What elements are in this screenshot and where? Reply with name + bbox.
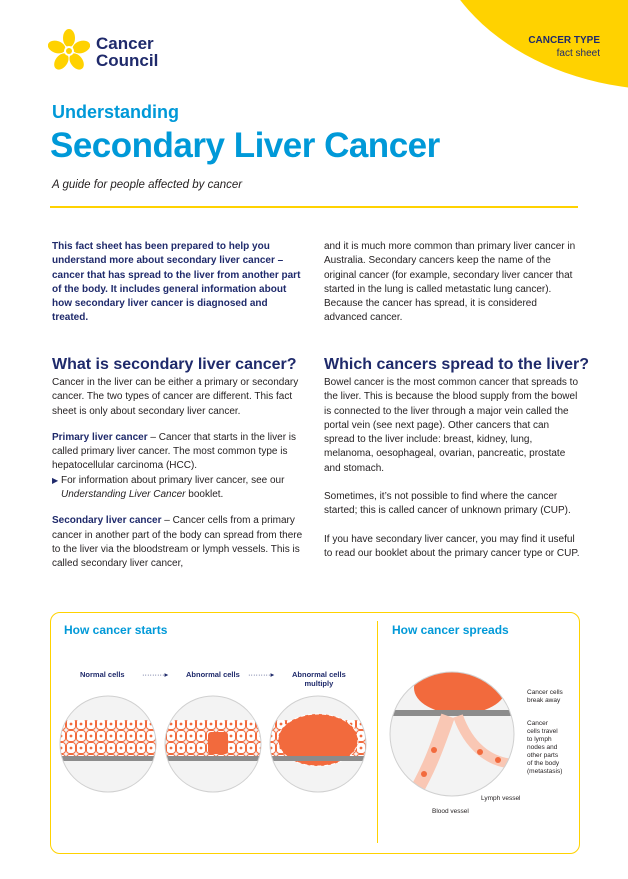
travel-line-6: of the body: [527, 760, 560, 767]
how-cancer-starts-label: How cancer starts: [64, 623, 168, 637]
badge-subtitle: fact sheet: [556, 48, 600, 59]
lymph-vessel-label: Lymph vessel: [481, 795, 521, 802]
section2-paragraph-3: If you have secondary liver cancer, you may find it useful to read our booklet about the primary cancer type or CUP.: [324, 533, 580, 559]
logo-text: [96, 35, 158, 69]
section2-paragraph-2: Sometimes, it’s not possible to find where the cancer started; this is called cancer of unknown primary (CUP).: [324, 491, 571, 517]
travel-line-7: (metastasis): [527, 768, 563, 775]
travel-line-3: to lymph: [527, 736, 552, 743]
badge-title: CANCER TYPE: [528, 35, 600, 46]
travel-line-2: cells travel: [527, 728, 558, 735]
primary-text: – Cancer that starts in the liver is called primary liver cancer. The most common type is hepatocellular carcinoma (HCC).: [52, 431, 297, 472]
travel-line-1: Cancer: [527, 720, 548, 727]
section2-heading: Which cancers spread to the liver?: [324, 356, 589, 373]
cancer-council-logo: [48, 29, 158, 75]
multiply-caption: [292, 670, 346, 688]
primary-term: Primary liver cancer: [52, 431, 148, 443]
secondary-text: – Cancer cells from a primary cancer in another part of the body can spread from there to the liver via the bloodstream or lymph vessels. This is called secondary liver cancer,: [52, 515, 303, 570]
column2-intro: and it is much more common than primary liver cancer in Australia. Secondary cancers keep the name of the original cancer (for example, secondary liver cancer that started in the lung is called metastatic lung cancer). Because the cancer has spread, it is considered advanced cancer.: [324, 241, 576, 324]
bullet-text: [61, 474, 308, 503]
arrow-bullet-icon: ▶: [52, 475, 59, 485]
bullet-text-pre: For information about primary liver cancer, see our: [61, 474, 285, 486]
multiply-caption-line-1: Abnormal cells: [292, 670, 346, 679]
multiplying-cells-icon: [266, 694, 376, 794]
section1-heading: What is secondary liver cancer?: [52, 356, 297, 373]
bullet-text-post: booklet.: [185, 489, 224, 501]
yellow-rule: [50, 206, 578, 208]
corner-badge: [458, 0, 628, 92]
section2-paragraph-1: Bowel cancer is the most common cancer that spreads to the liver. This is because the blood supply from the bowel is connected to the liver through a major vein called the portal vein (see next page). Other cancers that can spread to the liver include: breast, kidney, lung, melanoma, oesophageal, ovarian, pancreatic, prostate and stomach.: [324, 377, 579, 474]
multiply-caption-line-2: multiply: [304, 679, 334, 688]
badge-text: [528, 34, 600, 60]
blood-vessel-label: Blood vessel: [432, 808, 469, 815]
logo-line-1: Cancer: [96, 34, 154, 53]
abnormal-cells-caption: Abnormal cells: [186, 670, 240, 679]
primary-paragraph: [52, 431, 308, 474]
cancer-spread-illustration: [388, 654, 528, 814]
abnormal-cells-icon: [156, 694, 276, 794]
booklet-title: Understanding Liver Cancer: [61, 489, 186, 501]
intro-paragraph: This fact sheet has been prepared to help you understand more about secondary liver cancer – cancer that has spread to the liver from another part of the body. It includes general information about how secondary liver cancer is diagnosed and treated.: [52, 241, 301, 324]
cell-stages-illustration: [56, 694, 376, 794]
arrow-1-icon: ·········▸: [142, 670, 169, 679]
logo-line-2: Council: [96, 51, 159, 70]
info-bullet: [52, 474, 308, 503]
tagline: A guide for people affected by cancer: [52, 179, 243, 191]
daffodil-icon: [48, 29, 90, 75]
breakaway-note: [527, 689, 563, 705]
breakaway-line-1: Cancer cells: [527, 689, 563, 696]
normal-cells-caption: Normal cells: [80, 670, 125, 679]
arrow-2-icon: ·········▸: [248, 670, 275, 679]
travel-line-4: nodes and: [527, 744, 558, 751]
normal-cells-icon: [56, 694, 166, 794]
how-cancer-spreads-label: How cancer spreads: [392, 623, 509, 637]
metastasis-note: [527, 720, 562, 776]
page-title: Secondary Liver Cancer: [50, 126, 440, 165]
section1-paragraph: Cancer in the liver can be either a primary or secondary cancer. The two types of cancer are different. This fact sheet is only about secondary liver cancer.: [52, 377, 299, 417]
travel-line-5: other parts: [527, 752, 559, 759]
section1-body: [52, 376, 308, 584]
diagram-divider: [377, 621, 378, 843]
secondary-paragraph: [52, 514, 308, 571]
section2-body: [324, 376, 580, 573]
breakaway-line-2: break away: [527, 697, 561, 704]
secondary-term: Secondary liver cancer: [52, 515, 162, 527]
page-subtitle: Understanding: [52, 102, 180, 122]
